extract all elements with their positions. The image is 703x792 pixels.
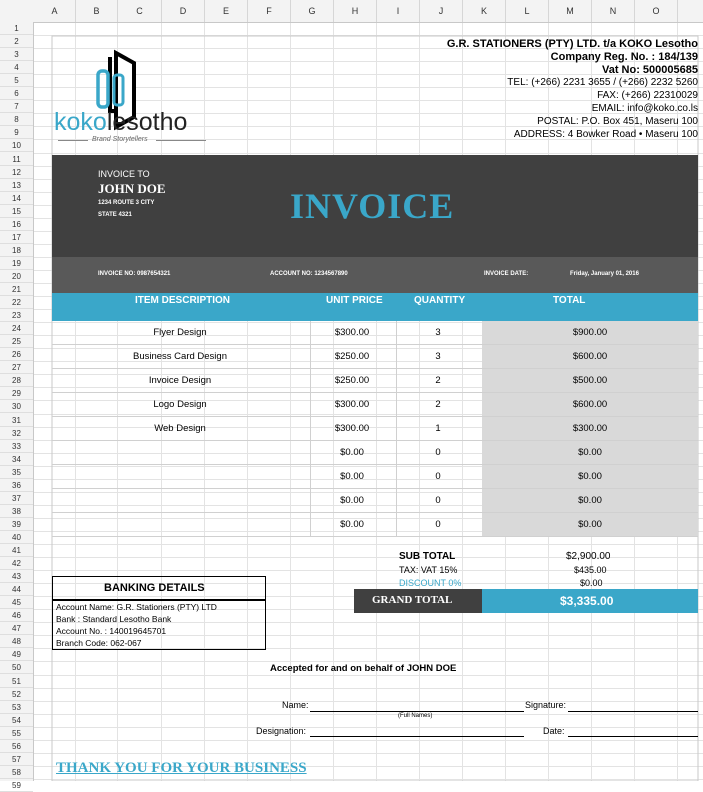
row-header-51[interactable]: 51 bbox=[0, 675, 33, 688]
column-header-g[interactable]: G bbox=[291, 0, 334, 22]
thank-you-footer: THANK YOU FOR YOUR BUSINESS bbox=[56, 760, 307, 776]
item-quantity: 1 bbox=[435, 423, 441, 434]
item-description: Flyer Design bbox=[153, 327, 207, 338]
column-header-n[interactable]: N bbox=[592, 0, 635, 22]
item-total: $500.00 bbox=[572, 375, 608, 386]
column-header-bar bbox=[0, 0, 703, 23]
header-quantity: QUANTITY bbox=[414, 295, 466, 306]
item-unit-price: $0.00 bbox=[340, 519, 364, 530]
item-unit-price: $300.00 bbox=[334, 423, 370, 434]
row-header-15[interactable]: 15 bbox=[0, 205, 33, 218]
invoice-date-label: INVOICE DATE: bbox=[484, 271, 529, 277]
item-quantity: 2 bbox=[435, 399, 441, 410]
row-header-27[interactable]: 27 bbox=[0, 361, 33, 374]
row-header-14[interactable]: 14 bbox=[0, 192, 33, 205]
client-name: JOHN DOE bbox=[98, 181, 166, 196]
header-item-description: ITEM DESCRIPTION bbox=[135, 295, 231, 306]
table-row[interactable] bbox=[52, 465, 698, 489]
row-header-22[interactable]: 22 bbox=[0, 296, 33, 309]
grand-total-value: $3,335.00 bbox=[560, 594, 614, 608]
company-reg: Company Reg. No. : 184/139 bbox=[550, 51, 698, 63]
row-header-39[interactable]: 39 bbox=[0, 518, 33, 531]
item-quantity: 2 bbox=[435, 375, 441, 386]
invoice-title: INVOICE bbox=[290, 186, 455, 226]
item-unit-price: $0.00 bbox=[340, 471, 364, 482]
item-description: Business Card Design bbox=[133, 351, 227, 362]
company-tel: TEL: (+266) 2231 3655 / (+266) 2232 5260 bbox=[507, 77, 698, 88]
tax-value: $435.00 bbox=[574, 565, 607, 575]
account-number: ACCOUNT NO: 1234567890 bbox=[270, 271, 348, 277]
item-unit-price: $0.00 bbox=[340, 447, 364, 458]
header-unit-price: UNIT PRICE bbox=[326, 295, 383, 306]
name-label: Name: bbox=[282, 700, 309, 710]
row-header-20[interactable]: 20 bbox=[0, 270, 33, 283]
company-address: ADDRESS: 4 Bowker Road • Maseru 100 bbox=[513, 129, 698, 140]
row-header-34[interactable]: 34 bbox=[0, 453, 33, 466]
row-header-26[interactable]: 26 bbox=[0, 348, 33, 361]
company-vat: Vat No: 500005685 bbox=[601, 64, 698, 76]
column-header-h[interactable]: H bbox=[334, 0, 377, 22]
row-header-36[interactable]: 36 bbox=[0, 479, 33, 492]
table-row[interactable] bbox=[52, 345, 698, 369]
item-quantity: 0 bbox=[435, 471, 441, 482]
row-header-35[interactable]: 35 bbox=[0, 466, 33, 479]
column-header-e[interactable]: E bbox=[205, 0, 248, 22]
full-names-hint: (Full Names) bbox=[398, 713, 433, 719]
row-header-6[interactable]: 6 bbox=[0, 87, 33, 100]
item-total: $900.00 bbox=[572, 327, 608, 338]
row-header-13[interactable]: 13 bbox=[0, 179, 33, 192]
row-header-16[interactable]: 16 bbox=[0, 218, 33, 231]
row-header-5[interactable]: 5 bbox=[0, 74, 33, 87]
banking-branch: Branch Code: 062-067 bbox=[56, 638, 142, 648]
row-header-33[interactable]: 33 bbox=[0, 440, 33, 453]
row-header-49[interactable]: 49 bbox=[0, 648, 33, 661]
item-description: Logo Design bbox=[153, 399, 207, 410]
column-header-a[interactable]: A bbox=[34, 0, 76, 22]
row-header-bar bbox=[0, 22, 34, 790]
row-header-2[interactable]: 2 bbox=[0, 35, 33, 48]
item-description: Web Design bbox=[154, 423, 206, 434]
row-header-38[interactable]: 38 bbox=[0, 505, 33, 518]
column-header-l[interactable]: L bbox=[506, 0, 549, 22]
column-header-c[interactable]: C bbox=[118, 0, 162, 22]
tax-label: TAX: VAT 15% bbox=[399, 565, 458, 575]
row-header-8[interactable]: 8 bbox=[0, 113, 33, 126]
row-header-25[interactable]: 25 bbox=[0, 335, 33, 348]
item-total: $300.00 bbox=[572, 423, 608, 434]
banking-account-no: Account No. : 140019645701 bbox=[56, 626, 167, 636]
row-header-1[interactable]: 1 bbox=[0, 22, 33, 35]
item-quantity: 0 bbox=[435, 495, 441, 506]
row-header-40[interactable]: 40 bbox=[0, 531, 33, 544]
row-header-19[interactable]: 19 bbox=[0, 257, 33, 270]
row-header-23[interactable]: 23 bbox=[0, 309, 33, 322]
company-fax: FAX: (+266) 22310029 bbox=[597, 90, 698, 101]
logo-lesotho: lesotho bbox=[106, 108, 188, 136]
designation-label: Designation: bbox=[256, 726, 307, 736]
item-quantity: 3 bbox=[435, 351, 441, 362]
item-unit-price: $250.00 bbox=[334, 351, 370, 362]
banking-account-name: Account Name: G.R. Stationers (PTY) LTD bbox=[56, 602, 217, 612]
date-label: Date: bbox=[543, 726, 565, 736]
item-total: $0.00 bbox=[578, 447, 602, 458]
signature-label: Signature: bbox=[525, 700, 567, 710]
row-header-28[interactable]: 28 bbox=[0, 374, 33, 387]
table-row[interactable] bbox=[52, 393, 698, 417]
client-address-2: STATE 4321 bbox=[98, 212, 132, 218]
row-header-29[interactable]: 29 bbox=[0, 387, 33, 400]
signature-line[interactable] bbox=[568, 711, 698, 712]
item-description: Invoice Design bbox=[148, 375, 212, 386]
row-header-58[interactable]: 58 bbox=[0, 766, 33, 779]
row-header-44[interactable]: 44 bbox=[0, 583, 33, 596]
item-total: $0.00 bbox=[578, 519, 602, 530]
column-header-j[interactable]: J bbox=[420, 0, 463, 22]
item-unit-price: $300.00 bbox=[334, 327, 370, 338]
company-name: G.R. STATIONERS (PTY) LTD. t/a KOKO Lesotho bbox=[446, 38, 698, 50]
subtotal-value: $2,900.00 bbox=[566, 551, 611, 562]
invoice-to-label: INVOICE TO bbox=[98, 169, 150, 179]
row-header-12[interactable]: 12 bbox=[0, 166, 33, 179]
grand-total-label: GRAND TOTAL bbox=[372, 594, 453, 606]
worksheet[interactable] bbox=[34, 23, 703, 781]
row-header-54[interactable]: 54 bbox=[0, 714, 33, 727]
row-header-11[interactable]: 11 bbox=[0, 153, 33, 166]
item-unit-price: $300.00 bbox=[334, 399, 370, 410]
row-header-52[interactable]: 52 bbox=[0, 688, 33, 701]
banking-bank: Bank : Standard Lesotho Bank bbox=[56, 614, 172, 624]
table-row[interactable] bbox=[52, 513, 698, 537]
column-header-m[interactable]: M bbox=[549, 0, 592, 22]
item-quantity: 0 bbox=[435, 447, 441, 458]
item-total: $0.00 bbox=[578, 495, 602, 506]
item-unit-price: $0.00 bbox=[340, 495, 364, 506]
column-header-d[interactable]: D bbox=[162, 0, 205, 22]
row-header-7[interactable]: 7 bbox=[0, 100, 33, 113]
row-header-43[interactable]: 43 bbox=[0, 570, 33, 583]
item-quantity: 3 bbox=[435, 327, 441, 338]
item-unit-price: $250.00 bbox=[334, 375, 370, 386]
row-header-41[interactable]: 41 bbox=[0, 544, 33, 557]
company-email: EMAIL: info@koko.co.ls bbox=[591, 103, 698, 114]
discount-value: $0.00 bbox=[580, 578, 603, 588]
company-logo bbox=[52, 41, 222, 151]
date-line[interactable] bbox=[568, 736, 698, 737]
row-header-50[interactable]: 50 bbox=[0, 661, 33, 674]
row-header-37[interactable]: 37 bbox=[0, 492, 33, 505]
logo-tagline: Brand Storytellers bbox=[92, 136, 148, 143]
column-header-k[interactable]: K bbox=[463, 0, 506, 22]
row-header-57[interactable]: 57 bbox=[0, 753, 33, 766]
row-header-53[interactable]: 53 bbox=[0, 701, 33, 714]
row-header-4[interactable]: 4 bbox=[0, 61, 33, 74]
designation-line[interactable] bbox=[310, 736, 524, 737]
header-total: TOTAL bbox=[553, 295, 586, 306]
row-header-17[interactable]: 17 bbox=[0, 231, 33, 244]
name-line[interactable] bbox=[310, 711, 524, 712]
row-header-48[interactable]: 48 bbox=[0, 635, 33, 648]
row-header-32[interactable]: 32 bbox=[0, 427, 33, 440]
row-header-9[interactable]: 9 bbox=[0, 126, 33, 139]
item-quantity: 0 bbox=[435, 519, 441, 530]
row-header-10[interactable]: 10 bbox=[0, 139, 33, 152]
column-header-b[interactable]: B bbox=[76, 0, 118, 22]
row-header-55[interactable]: 55 bbox=[0, 727, 33, 740]
row-header-59[interactable]: 59 bbox=[0, 779, 33, 792]
subtotal-label: SUB TOTAL bbox=[399, 551, 456, 562]
row-header-18[interactable]: 18 bbox=[0, 244, 33, 257]
row-header-45[interactable]: 45 bbox=[0, 596, 33, 609]
discount-label: DISCOUNT 0% bbox=[399, 578, 462, 588]
row-header-47[interactable]: 47 bbox=[0, 622, 33, 635]
table-row[interactable] bbox=[52, 441, 698, 465]
row-header-21[interactable]: 21 bbox=[0, 283, 33, 296]
column-header-o[interactable]: O bbox=[635, 0, 678, 22]
company-postal: POSTAL: P.O. Box 451, Maseru 100 bbox=[537, 116, 698, 127]
banking-title: BANKING DETAILS bbox=[104, 582, 205, 594]
item-total: $0.00 bbox=[578, 471, 602, 482]
row-header-3[interactable]: 3 bbox=[0, 48, 33, 61]
item-total: $600.00 bbox=[572, 399, 608, 410]
invoice-date-value: Friday, January 01, 2016 bbox=[570, 271, 639, 277]
logo-koko: koko bbox=[54, 108, 107, 136]
table-row[interactable] bbox=[52, 369, 698, 393]
row-header-30[interactable]: 30 bbox=[0, 400, 33, 413]
row-header-46[interactable]: 46 bbox=[0, 609, 33, 622]
acceptance-text: Accepted for and on behalf of JOHN DOE bbox=[270, 663, 457, 674]
column-header-i[interactable]: I bbox=[377, 0, 420, 22]
table-row[interactable] bbox=[52, 417, 698, 441]
column-header-f[interactable]: F bbox=[248, 0, 291, 22]
item-total: $600.00 bbox=[572, 351, 608, 362]
client-address-1: 1234 ROUTE 3 CITY bbox=[98, 200, 155, 206]
table-row[interactable] bbox=[52, 489, 698, 513]
row-header-24[interactable]: 24 bbox=[0, 322, 33, 335]
table-row[interactable] bbox=[52, 321, 698, 345]
row-header-31[interactable]: 31 bbox=[0, 414, 33, 427]
invoice-number: INVOICE NO: 0987654321 bbox=[98, 271, 171, 277]
row-header-42[interactable]: 42 bbox=[0, 557, 33, 570]
row-header-56[interactable]: 56 bbox=[0, 740, 33, 753]
